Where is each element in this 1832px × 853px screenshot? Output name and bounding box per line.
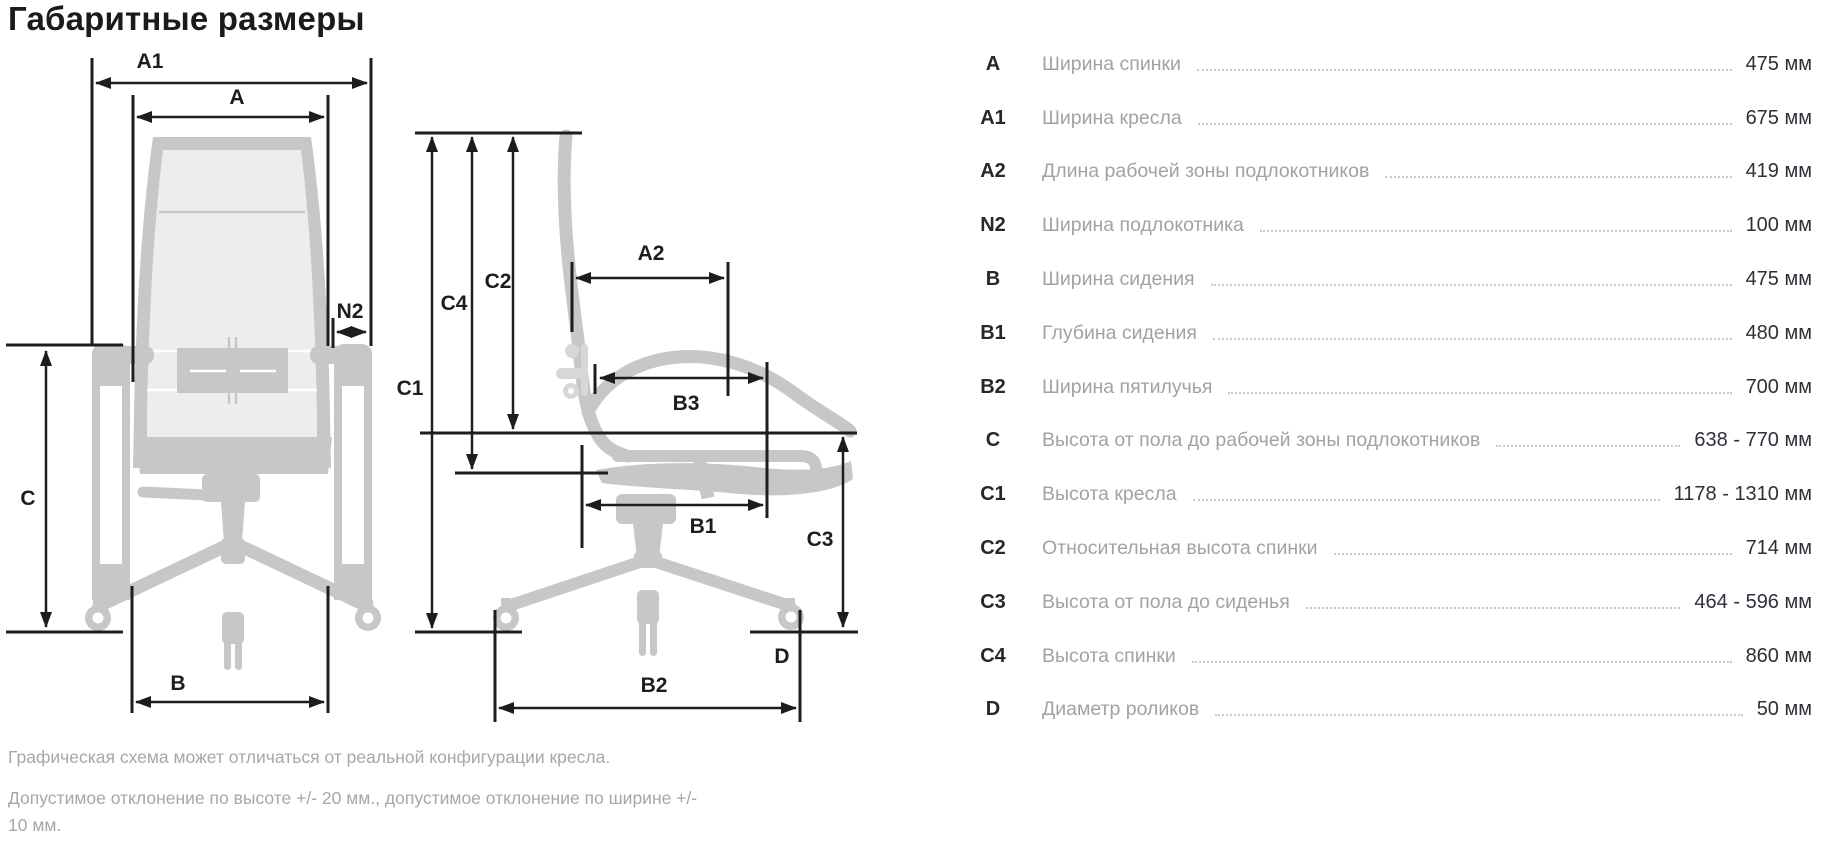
dimension-code: C — [985, 429, 1001, 452]
dimension-code: C3 — [980, 590, 1006, 613]
dimension-code: C4 — [980, 644, 1006, 667]
table-row — [962, 249, 1812, 303]
dimension-code: N2 — [980, 214, 1006, 237]
dim-label-b: B — [170, 672, 186, 695]
dimension-name: Ширина кресла — [1042, 106, 1182, 129]
dimension-value: 419 мм — [1745, 160, 1812, 183]
dimension-code: A — [985, 52, 1001, 75]
chair-front-silhouette — [85, 137, 381, 670]
dimension-value: 100 мм — [1745, 214, 1812, 237]
front-view-diagram — [6, 50, 381, 713]
dimension-code: C1 — [980, 483, 1006, 506]
dim-label-a1: A1 — [136, 50, 164, 73]
dim-label-c4: C4 — [440, 292, 468, 315]
dimension-name: Ширина пятилучья — [1042, 375, 1213, 398]
dimension-value: 638 - 770 мм — [1694, 429, 1812, 452]
table-row — [962, 357, 1812, 411]
dimension-value: 1178 - 1310 мм — [1673, 483, 1812, 506]
table-row — [962, 626, 1812, 680]
dimension-name: Высота от пола до рабочей зоны подлокотников — [1042, 429, 1481, 452]
footnotes — [8, 744, 708, 853]
footnote-tolerance: Допустимое отклонение по высоте +/- 20 мм., допустимое отклонение по ширине +/- 10 мм. — [8, 788, 698, 835]
dotted-leader — [1496, 445, 1680, 447]
dotted-leader — [1193, 499, 1660, 501]
dimension-code: A1 — [980, 106, 1006, 129]
footnote-scheme: Графическая схема может отличаться от реальной конфигурации кресла. — [8, 747, 611, 767]
dimension-name: Ширина сидения — [1042, 267, 1195, 290]
dim-label-a: A — [229, 86, 245, 109]
table-row — [962, 303, 1812, 357]
table-row — [962, 195, 1812, 249]
dimension-code: C2 — [980, 536, 1006, 559]
dimension-value: 700 мм — [1745, 375, 1812, 398]
dim-label-b1: B1 — [689, 515, 717, 538]
dimension-name: Диаметр роликов — [1042, 698, 1200, 721]
page-title: Габаритные размеры — [8, 0, 365, 37]
chair-dimensions-diagram — [0, 0, 900, 850]
dimension-value: 860 мм — [1745, 644, 1812, 667]
dim-label-n2: N2 — [336, 300, 364, 323]
side-view-diagram — [397, 133, 858, 722]
side-view-dimensions — [397, 133, 858, 722]
table-row — [962, 680, 1812, 734]
dimension-name: Высота от пола до сиденья — [1042, 590, 1290, 613]
dimension-value: 50 мм — [1756, 698, 1812, 721]
dotted-leader — [1306, 607, 1681, 609]
dimension-name: Длина рабочей зоны подлокотников — [1042, 160, 1370, 183]
dimensions-table — [962, 34, 1812, 733]
dimension-name: Высота кресла — [1042, 483, 1177, 506]
dimension-name: Ширина спинки — [1042, 52, 1181, 75]
dimension-code: A2 — [980, 160, 1006, 183]
dim-label-d: D — [774, 645, 790, 668]
dim-label-a2: A2 — [637, 242, 665, 265]
dimension-code: B1 — [980, 321, 1006, 344]
dimension-value: 475 мм — [1745, 267, 1812, 290]
dim-label-c2: C2 — [484, 270, 512, 293]
dimension-value: 675 мм — [1745, 106, 1812, 129]
dim-label-c1: C1 — [396, 377, 424, 400]
dotted-leader — [1260, 230, 1732, 232]
dimension-name: Высота спинки — [1042, 644, 1176, 667]
table-row — [962, 464, 1812, 518]
table-row — [962, 34, 1812, 88]
dimension-value: 475 мм — [1745, 52, 1812, 75]
dim-label-b2: B2 — [640, 674, 668, 697]
dimension-name: Относительная высота спинки — [1042, 536, 1318, 559]
table-row — [962, 142, 1812, 196]
dotted-leader — [1192, 661, 1732, 663]
dotted-leader — [1385, 176, 1731, 178]
dimension-code: B2 — [980, 375, 1006, 398]
dotted-leader — [1198, 123, 1732, 125]
dim-label-b3: B3 — [672, 392, 700, 415]
table-row — [962, 518, 1812, 572]
table-row — [962, 411, 1812, 465]
dotted-leader — [1215, 714, 1742, 716]
dotted-leader — [1334, 553, 1732, 555]
dimension-name: Ширина подлокотника — [1042, 214, 1244, 237]
dimension-code: D — [985, 698, 1001, 721]
dotted-leader — [1228, 392, 1731, 394]
dimension-name: Глубина сидения — [1042, 321, 1197, 344]
dotted-leader — [1213, 338, 1732, 340]
dotted-leader — [1197, 69, 1732, 71]
dimension-value: 480 мм — [1745, 321, 1812, 344]
dimension-code: B — [985, 267, 1001, 290]
dimension-value: 714 мм — [1745, 536, 1812, 559]
table-row — [962, 88, 1812, 142]
dimension-value: 464 - 596 мм — [1694, 590, 1812, 613]
table-row — [962, 572, 1812, 626]
dim-label-c: C — [20, 487, 36, 510]
dim-label-c3: C3 — [806, 528, 834, 551]
dotted-leader — [1211, 284, 1732, 286]
